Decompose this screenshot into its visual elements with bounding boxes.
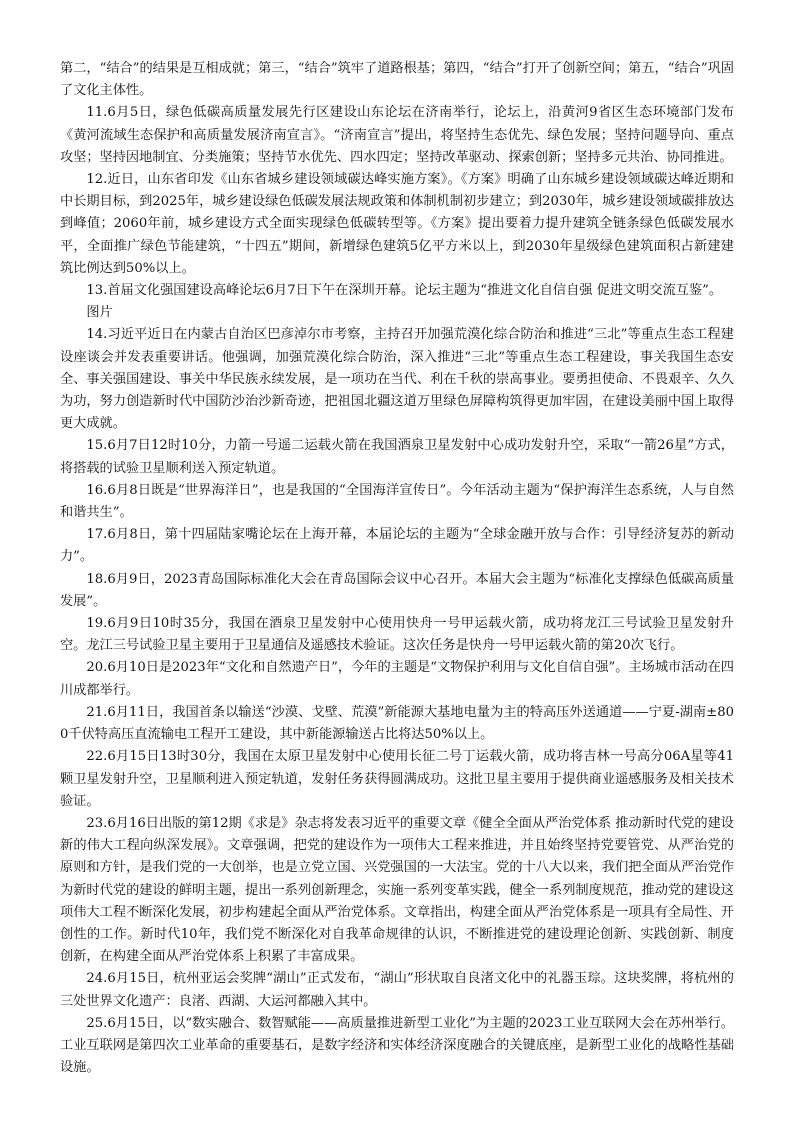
image-placeholder-label: 图片 xyxy=(86,305,113,321)
paragraph-continuation: 第二，“结合”的结果是互相成就；第三，“结合”筑牢了道路根基；第四，“结合”打开了创新空间；第五，“结合”巩固了文化主体性。 xyxy=(60,61,734,99)
paragraph-item-23: 23.6月16日出版的第12期《求是》杂志将发表习近平的重要文章《健全全面从严治党体系 推动新时代党的建设新的伟大工程向纵深发展》。文章强调，把党的建设作为一项伟大工程来推进，并且始终坚持党要管党、从严治党的原则和方针，是我们党的一大创举，也是立党立国、兴党强国的一大法宝。党的十八大以来，我们把全面从严治党作为新时代党的建设的鲜明主题，提出一系列创新理念，实施一系列变革实践，健全一系列制度规范，推动党的建设这项伟大工程不断深化发展，初步构建起全面从严治党体系。文章指出，构建全面从严治党体系是一项具有全局性、开创性的工作。新时代10年，我们党不断深化对自我革命规律的认识，不断推进党的建设理论创新、实践创新、制度创新，在构建全面从严治党体系上积累了丰富成果。 xyxy=(60,815,734,965)
paragraph-item-13: 13.首届文化强国建设高峰论坛6月7日下午在深圳开幕。论坛主题为“推进文化自信自强 促进文明交流互鉴”。 xyxy=(86,283,723,299)
paragraph-item-18: 18.6月9日，2023青岛国际标准化大会在青岛国际会议中心召开。本届大会主题为“标准化支撑绿色低碳高质量发展”。 xyxy=(60,571,734,609)
paragraph-item-25: 25.6月15日，以“数实融合、数智赋能——高质量推进新型工业化”为主题的2023工业互联网大会在苏州举行。工业互联网是第四次工业革命的重要基石，是数字经济和实体经济深度融合的关键底座，是新型工业化的战略性基础设施。 xyxy=(60,1015,734,1076)
paragraph-item-11: 11.6月5日，绿色低碳高质量发展先行区建设山东论坛在济南举行，论坛上，沿黄河9省区生态环境部门发布《黄河流域生态保护和高质量发展济南宣言》。“济南宣言”提出，将坚持生态优先、绿色发展；坚持问题导向、重点攻坚；坚持因地制宜、分类施策；坚持节水优先、四水四定；坚持改革驱动、探索创新；坚持多元共治、协同推进。 xyxy=(60,105,734,165)
paragraph-item-24: 24.6月15日，杭州亚运会奖牌“湖山”正式发布，“湖山”形状取自良渚文化中的礼器玉琮。这块奖牌，将杭州的三处世界文化遗产：良渚、西湖、大运河都融入其中。 xyxy=(60,971,734,1009)
paragraph-item-12: 12.近日，山东省印发《山东省城乡建设领域碳达峰实施方案》。《方案》明确了山东城乡建设领域碳达峰近期和中长期目标，到2025年，城乡建设绿色低碳发展法规政策和体制机制初步建立；到2030年，城乡建设领域碳排放达到峰值；2060年前，城乡建设方式全面实现绿色低碳转型等。《方案》提出要着力提升建筑全链条绿色低碳发展水平，全面推广绿色节能建筑，“十四五”期间，新增绿色建筑5亿平方米以上，到2030年星级绿色建筑面积占新建建筑比例达到50%以上。 xyxy=(60,172,734,276)
paragraph-item-22: 22.6月15日13时30分，我国在太原卫星发射中心使用长征二号丁运载火箭，成功将吉林一号高分06A星等41颗卫星发射升空，卫星顺利进入预定轨道，发射任务获得圆满成功。这批卫星主要用于提供商业遥感服务及相关技术验证。 xyxy=(60,749,734,809)
paragraph-item-14: 14.习近平近日在内蒙古自治区巴彦淖尔市考察，主持召开加强荒漠化综合防治和推进“三北”等重点生态工程建设座谈会并发表重要讲话。他强调，加强荒漠化综合防治，深入推进“三北”等重点生态工程建设，事关我国生态安全、事关强国建设、事关中华民族永续发展，是一项功在当代、利在千秋的崇高事业。要勇担使命、不畏艰辛、久久为功，努力创造新时代中国防沙治沙新奇迹，把祖国北疆这道万里绿色屏障构筑得更加牢固，在建设美丽中国上取得更大成就。 xyxy=(60,327,734,432)
paragraph-item-19: 19.6月9日10时35分，我国在酒泉卫星发射中心使用快舟一号甲运载火箭，成功将龙江三号试验卫星发射升空。龙江三号试验卫星主要用于卫星通信及遥感技术验证。这次任务是快舟一号甲运载火箭的第20次飞行。 xyxy=(60,616,734,654)
document-page xyxy=(60,58,734,1079)
paragraph-item-15: 15.6月7日12时10分，力箭一号遥二运载火箭在我国酒泉卫星发射中心成功发射升空，采取“一箭26星”方式，将搭载的试验卫星顺利送入预定轨道。 xyxy=(60,438,734,476)
paragraph-item-16: 16.6月8日既是“世界海洋日”，也是我国的“全国海洋宣传日”。今年活动主题为“保护海洋生态系统，人与自然和谐共生”。 xyxy=(60,482,734,521)
paragraph-item-21: 21.6月11日，我国首条以输送“沙漠、戈壁、荒漠”新能源大基地电量为主的特高压外送通道——宁夏-湖南±800千伏特高压直流输电工程开工建设，其中新能源输送占比将达50%以上。 xyxy=(60,704,734,743)
paragraph-item-20: 20.6月10日是2023年“文化和自然遗产日”，今年的主题是“文物保护利用与文化自信自强”。主场城市活动在四川成都举行。 xyxy=(60,660,734,698)
paragraph-item-17: 17.6月8日，第十四届陆家嘴论坛在上海开幕，本届论坛的主题为“全球金融开放与合作：引导经济复苏的新动力”。 xyxy=(60,527,734,565)
